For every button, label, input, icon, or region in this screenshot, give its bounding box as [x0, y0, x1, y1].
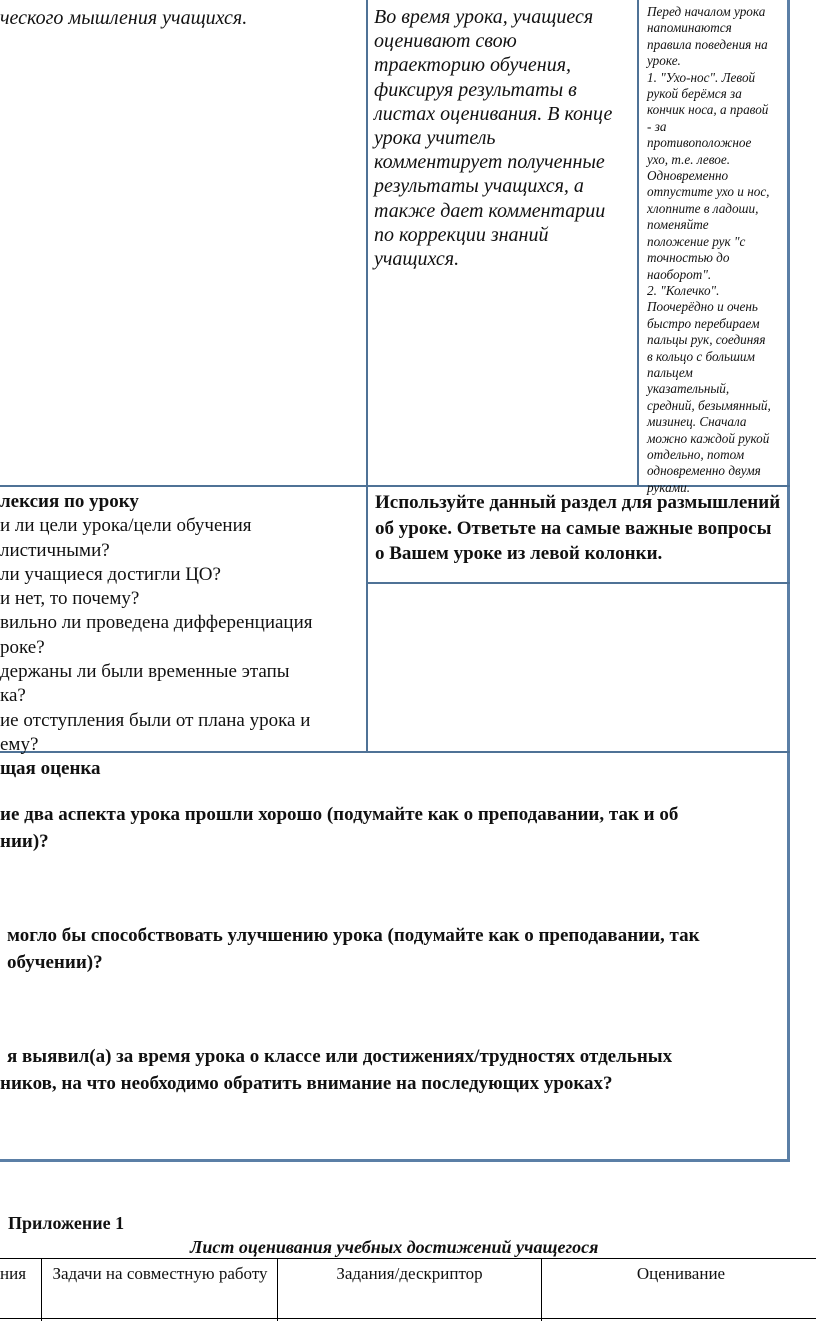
warmup-line: можно каждой рукой [647, 430, 770, 446]
reflection-question-line: роке? [0, 636, 45, 658]
warmup-line: быстро перебираем [647, 315, 760, 331]
warmup-line: Поочерёдно и очень [647, 299, 758, 315]
q1-line-1: ие два аспекта урока прошли хорошо (подумайте как о преподавании, так и об [0, 804, 679, 825]
column-divider-2 [637, 0, 639, 486]
appendix-table-bottom-border [0, 1318, 816, 1319]
header-cell-3: Задания/дескриптор [336, 1264, 483, 1283]
warmup-line: Перед началом урока [647, 4, 766, 19]
reflection-question-line: ка? [0, 685, 26, 707]
reflection-question-line: и ли цели урока/цели обучения [0, 515, 252, 537]
warmup-line: Одновременно [647, 168, 729, 184]
warmup-line: наоборот". [647, 266, 712, 282]
reflection-question-line: и нет, то почему? [0, 588, 140, 610]
warmup-exercises [647, 4, 787, 496]
column-divider-1 [366, 0, 368, 752]
q3-line-1: я выявил(а) за время урока о классе или достижениях/трудностях отдельных [7, 1046, 673, 1067]
reflection-question-line: листичными? [0, 539, 110, 561]
warmup-line: пальцы рук, соединяя [647, 332, 766, 348]
reflection-block [0, 490, 364, 757]
warmup-line: пальцем [647, 364, 693, 380]
warmup-line: хлопните в ладоши, [647, 200, 759, 216]
warmup-line: средний, безымянный, [647, 397, 771, 413]
appendix-label: Приложение 1 [8, 1213, 125, 1233]
warmup-line: рукой берёмся за [647, 86, 742, 102]
warmup-line: одновременно двумя [647, 463, 761, 479]
summary-question-3 [0, 1043, 785, 1097]
reflection-questions [0, 514, 364, 757]
warmup-line: противоположное [647, 135, 752, 151]
summary-question-2 [0, 922, 785, 976]
appendix-table-divider-1 [41, 1258, 42, 1321]
q3-line-2: ников, на что необходимо обратить внимание на последующих уроках? [0, 1073, 613, 1094]
warmup-line: руками. [647, 479, 691, 495]
thinking-text: ческого мышления учащихся. [0, 7, 248, 29]
q1-line-2: нии)? [0, 831, 49, 852]
warmup-line: поменяйте [647, 217, 709, 233]
assessment-sheet-title: Лист оценивания учебных достижений учащегося [190, 1237, 599, 1257]
reflection-question-line: вильно ли проведена дифференциация [0, 612, 313, 634]
row-divider-2 [367, 582, 790, 584]
appendix-table-top-border [0, 1258, 816, 1259]
reflection-question-line: ие отступления были от плана урока и [0, 709, 311, 731]
reflection-question-line: держаны ли были временные этапы [0, 661, 290, 683]
appendix-table-divider-2 [277, 1258, 278, 1321]
warmup-line: кончик носа, а правой [647, 102, 769, 118]
warmup-line: отдельно, потом [647, 446, 745, 462]
warmup-line: - за [647, 118, 667, 134]
warmup-line: правила поведения на [647, 36, 768, 52]
reflection-question-line: ли учащиеся достигли ЦО? [0, 563, 221, 585]
warmup-line: положение рук "с [647, 233, 746, 249]
header-cell-1: ния [0, 1264, 27, 1283]
appendix-table-divider-3 [541, 1258, 542, 1321]
warmup-line: отпустите ухо и нос, [647, 184, 770, 200]
warmup-line: точностью до [647, 250, 730, 266]
summary-question-1 [0, 801, 785, 855]
header-cell-4: Оценивание [636, 1264, 726, 1283]
q2-line-1: могло бы способствовать улучшению урока (подумайте как о преподавании, так [7, 925, 700, 946]
warmup-line: уроке. [647, 53, 681, 69]
summary-title: щая оценка [0, 758, 101, 779]
assessment-description: Во время урока, учащиеся оценивают свою траекторию обучения, фиксируя результаты в листах оценивания. В конце урока учитель комментирует полученные результаты учащихся, а также дает комментарии по коррекции знаний учащихся. [374, 6, 613, 271]
warmup-line: мизинец. Сначала [647, 414, 747, 430]
warmup-line: 1. "Ухо-нос". Левой [647, 69, 756, 85]
warmup-line: в кольцо с большим [647, 348, 755, 364]
reflection-instruction: Используйте данный раздел для размышлений об уроке. Ответьте на самые важные вопросы о Вашем уроке из левой колонки. [375, 492, 781, 564]
q2-line-2: обучении)? [7, 952, 103, 973]
warmup-line: 2. "Колечко". [647, 282, 720, 298]
reflection-title: лексия по уроку [0, 491, 139, 512]
reflection-question-line: ему? [0, 733, 39, 755]
warmup-line: указательный, [647, 381, 730, 397]
warmup-line: ухо, т.е. левое. [647, 151, 731, 167]
warmup-line: напоминаются [647, 20, 732, 36]
warmup-lines [647, 4, 787, 496]
header-cell-2: Задачи на совместную работу [52, 1264, 268, 1283]
